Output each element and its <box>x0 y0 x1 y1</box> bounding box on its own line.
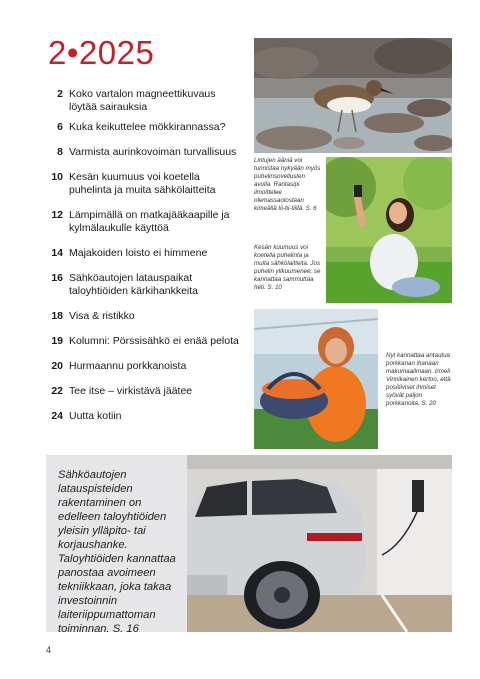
toc-item[interactable] <box>46 360 242 373</box>
toc-title: Hurmaannu porkkanoista <box>69 360 187 372</box>
toc-title: Uutta kotiin <box>69 410 122 422</box>
toc-item[interactable] <box>46 385 242 398</box>
toc-title: Koko vartalon magneettikuvaus löytää sairauksia <box>69 88 216 113</box>
toc-item[interactable] <box>46 209 242 235</box>
toc-page-number: 19 <box>51 335 63 347</box>
toc-page-number: 22 <box>51 385 63 397</box>
toc-title: Kesän kuumuus voi koetella puhelinta ja muita sähkölaitteita <box>69 171 216 196</box>
toc-item[interactable] <box>46 410 242 423</box>
carrot-basket-photo <box>254 309 378 449</box>
toc-item[interactable] <box>46 171 242 197</box>
toc-title: Lämpimällä on matkajääkaapille ja kylmälaukulle käyttöä <box>69 209 230 234</box>
toc-page-number: 6 <box>57 121 63 133</box>
feature-text: Sähköautojen latauspisteiden rakentaminen on edelleen taloyhtiöiden yleisin ylläpito- tai korjaushanke. Taloyhtiöiden kannattaa panostaa avoimeen tekniikkaan, joka takaa investoinnin laiteriippumattoman toiminnan. S. 16 <box>58 469 176 635</box>
toc-page-number: 18 <box>51 310 63 322</box>
page-number: 4 <box>46 645 52 655</box>
toc-title: Tee itse – virkistävä jäätee <box>69 385 193 397</box>
sandpiper-photo <box>254 38 452 153</box>
toc-title: Visa & ristikko <box>69 310 135 322</box>
toc-page-number: 12 <box>51 209 63 221</box>
toc-page-number: 10 <box>51 171 63 183</box>
ev-charging-photo <box>187 455 452 632</box>
toc-page-number: 14 <box>51 247 63 259</box>
phone-caption: Kesän kuumuus voi koetella puhelinta ja muita sähkölaitteita. Jos puhelin ylikuumenee, se kannattaa sammuttaa heti. S. 10 <box>254 244 321 291</box>
toc-item[interactable] <box>46 146 242 159</box>
toc-page-number: 24 <box>51 410 63 422</box>
bird-caption: Lintujen ääniä voi tunnistaa nykyään myös puhelinsovellusten avulla. Rantasipi ilmoittelee olemassaolostaan kimeällä tii-tii-tiillä. S. 6 <box>254 157 321 212</box>
issue-number: 2•2025 <box>48 34 155 71</box>
table-of-contents <box>46 88 242 423</box>
woman-selfie-photo <box>326 157 452 303</box>
toc-title: Kolumni: Pörssisähkö ei enää pelota <box>69 335 239 347</box>
toc-page-number: 2 <box>57 88 63 100</box>
toc-item[interactable] <box>46 88 242 114</box>
carrots-caption: Nyt kannattaa antautua porkkanan ihanaan makumaailmaan. Irmeli Vinnikainen kertoo, että positiiviset ihmiset syövät paljon porkkanoita. S. 20 <box>386 352 451 407</box>
toc-title: Kuka keikuttelee mökkirannassa? <box>69 121 226 133</box>
toc-page-number: 20 <box>51 360 63 372</box>
toc-item[interactable] <box>46 335 242 348</box>
toc-page-number: 16 <box>51 272 63 284</box>
toc-item[interactable] <box>46 247 242 260</box>
toc-title: Majakoiden loisto ei himmene <box>69 247 208 259</box>
toc-title: Varmista aurinkovoiman turvallisuus <box>69 146 237 158</box>
toc-item[interactable] <box>46 121 242 134</box>
toc-item[interactable] <box>46 310 242 323</box>
toc-item[interactable] <box>46 272 242 298</box>
toc-title: Sähköautojen latauspaikat taloyhtiöiden kärkihankkeita <box>69 272 198 297</box>
toc-page-number: 8 <box>57 146 63 158</box>
